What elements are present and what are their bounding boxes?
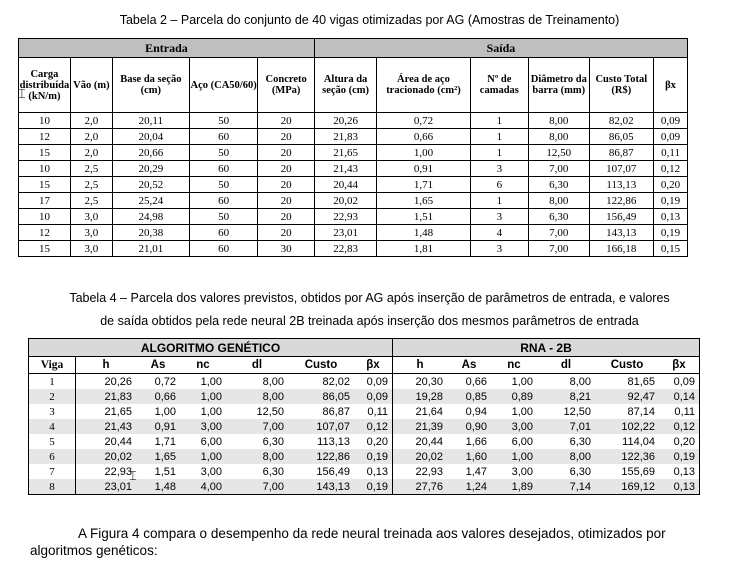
table-row bbox=[19, 193, 688, 209]
table-cell: 12 bbox=[19, 225, 71, 241]
table-row bbox=[19, 113, 688, 129]
t2-col-header: Concreto (MPa) bbox=[258, 58, 314, 113]
table-cell: 0,09 bbox=[673, 375, 695, 388]
table-cell: 82,02 bbox=[322, 375, 350, 388]
table-cell: 1,00 bbox=[511, 375, 533, 388]
table-cell: 0,12 bbox=[354, 419, 393, 434]
table-cell: 6 bbox=[29, 449, 76, 464]
table-cell: 20,26 bbox=[104, 375, 132, 388]
table-cell: 0,13 bbox=[354, 464, 393, 479]
table-cell: 3 bbox=[470, 209, 528, 225]
table-cell: 102,22 bbox=[595, 419, 659, 434]
table-cell: 6 bbox=[470, 177, 528, 193]
output-group-header: Saída bbox=[314, 39, 687, 58]
table-cell: 113,13 bbox=[589, 177, 654, 193]
table-cell: 86,05 bbox=[589, 129, 654, 145]
table-cell: 8,00 bbox=[226, 389, 288, 404]
table-cell: 0,13 bbox=[659, 479, 700, 495]
table-cell: 7,00 bbox=[226, 419, 288, 434]
table-cell: 2,5 bbox=[70, 177, 112, 193]
table-cell: 1,48 bbox=[377, 225, 470, 241]
table-cell: 122,86 bbox=[288, 449, 354, 464]
table-cell: 6,30 bbox=[569, 465, 591, 478]
t4-col-header: dl bbox=[537, 357, 595, 374]
table-cell: 8,00 bbox=[529, 193, 589, 209]
table-cell: 0,09 bbox=[354, 389, 393, 404]
rna-2b-group-header: RNA - 2B bbox=[393, 339, 700, 357]
table-cell: 10 bbox=[19, 113, 71, 129]
table-cell: 6,30 bbox=[262, 465, 284, 478]
table-cell: 7,00 bbox=[529, 241, 589, 257]
table-cell: 3,00 bbox=[200, 465, 222, 478]
table-cell: 20,44 bbox=[415, 435, 443, 448]
table-cell: 7,01 bbox=[537, 419, 595, 434]
table-cell: 0,72 bbox=[154, 375, 176, 388]
table-cell: 2,0 bbox=[70, 145, 112, 161]
table-cell: 2,0 bbox=[70, 129, 112, 145]
table-cell: 0,19 bbox=[354, 449, 393, 464]
table-cell: 122,86 bbox=[589, 193, 654, 209]
t2-col-header: Nº de camadas bbox=[470, 58, 528, 113]
table-cell: 8,00 bbox=[569, 375, 591, 388]
table-cell: 122,36 bbox=[595, 449, 659, 464]
table-cell: 0,91 bbox=[136, 419, 180, 434]
table-cell: 20 bbox=[258, 145, 314, 161]
table-cell: 1,00 bbox=[154, 405, 176, 418]
table-row bbox=[19, 209, 688, 225]
table-cell: 23,01 bbox=[314, 225, 377, 241]
table-cell: 3,0 bbox=[70, 225, 112, 241]
t4-col-header: βx bbox=[354, 357, 393, 374]
table-cell: 1,51 bbox=[377, 209, 470, 225]
input-group-header: Entrada bbox=[19, 39, 315, 58]
table-cell: 1,65 bbox=[136, 449, 180, 464]
table-cell: 6,00 bbox=[200, 435, 222, 448]
table-cell: 0,85 bbox=[447, 389, 491, 404]
table-row bbox=[19, 177, 688, 193]
table-row bbox=[19, 241, 688, 257]
t4-col-header: h bbox=[393, 357, 448, 374]
table-cell: 20,66 bbox=[112, 145, 189, 161]
table-cell: 0,20 bbox=[654, 177, 688, 193]
table-cell: 6,00 bbox=[511, 435, 533, 448]
t4-col-header: nc bbox=[180, 357, 226, 374]
table-cell: 21,83 bbox=[314, 129, 377, 145]
table-cell: 1,24 bbox=[447, 479, 491, 495]
table-cell: 20 bbox=[258, 113, 314, 129]
t4-col-header: As bbox=[447, 357, 491, 374]
table-cell: 0,15 bbox=[654, 241, 688, 257]
table-row bbox=[29, 374, 700, 390]
table-cell: 4 bbox=[470, 225, 528, 241]
table-cell: 0,20 bbox=[673, 435, 695, 448]
t2-col-header: βx bbox=[654, 58, 688, 113]
table-cell: 21,01 bbox=[112, 241, 189, 257]
table-cell: 169,12 bbox=[595, 479, 659, 495]
table-cell: 82,02 bbox=[589, 113, 654, 129]
table-cell: 2,0 bbox=[70, 113, 112, 129]
table-cell: 0,19 bbox=[354, 479, 393, 495]
table-cell: 20,02 bbox=[76, 449, 137, 464]
table-cell: 3,00 bbox=[180, 419, 226, 434]
table-cell: 20 bbox=[258, 209, 314, 225]
table-cell: 27,76 bbox=[393, 479, 448, 495]
table-cell: 1,00 bbox=[377, 145, 470, 161]
t2-col-header: Área de aço tracionado (cm²) bbox=[377, 58, 470, 113]
table-cell: 21,83 bbox=[76, 389, 137, 404]
table-cell: 25,24 bbox=[112, 193, 189, 209]
table-row bbox=[19, 129, 688, 145]
table-cell: 8,00 bbox=[226, 449, 288, 464]
table-cell: 0,72 bbox=[377, 113, 470, 129]
table-cell: 0,11 bbox=[354, 404, 393, 419]
table-cell: 21,39 bbox=[393, 419, 448, 434]
table-cell: 1,00 bbox=[200, 375, 222, 388]
table-cell: 20,04 bbox=[112, 129, 189, 145]
table-cell: 17 bbox=[19, 193, 71, 209]
table-cell: 0,89 bbox=[491, 389, 537, 404]
table-cell: 1,60 bbox=[447, 449, 491, 464]
table-cell: 1 bbox=[470, 129, 528, 145]
table-cell: 8,00 bbox=[262, 375, 284, 388]
table-cell: 0,19 bbox=[654, 225, 688, 241]
table-cell: 1,51 bbox=[154, 465, 176, 478]
table-cell: 1,71 bbox=[377, 177, 470, 193]
table-cell: 20 bbox=[258, 193, 314, 209]
table-cell: 1,48 bbox=[136, 479, 180, 495]
table-cell: 1,89 bbox=[491, 479, 537, 495]
table-cell: 0,20 bbox=[354, 434, 393, 449]
table-cell: 7,00 bbox=[529, 161, 589, 177]
table-cell: 1 bbox=[470, 145, 528, 161]
table-cell: 20,02 bbox=[393, 449, 448, 464]
t4-col-header: nc bbox=[491, 357, 537, 374]
table-cell: 20,11 bbox=[112, 113, 189, 129]
table-cell: 12,50 bbox=[256, 405, 284, 418]
table-cell: 0,11 bbox=[654, 145, 688, 161]
table-cell: 20 bbox=[258, 177, 314, 193]
table-cell: 24,98 bbox=[112, 209, 189, 225]
t2-col-header: Vão (m) bbox=[70, 58, 112, 113]
table-cell: 2 bbox=[29, 389, 76, 404]
table-cell: 21,43 bbox=[314, 161, 377, 177]
table-cell: 20 bbox=[258, 161, 314, 177]
table-cell: 15 bbox=[19, 177, 71, 193]
t4-col-header: h bbox=[76, 357, 137, 374]
table-cell: 155,69 bbox=[621, 465, 655, 478]
table-cell: 6,30 bbox=[529, 177, 589, 193]
table-cell: 20 bbox=[258, 129, 314, 145]
table-cell: 22,93 bbox=[415, 465, 443, 478]
table-cell: 143,13 bbox=[589, 225, 654, 241]
table-cell: 8,00 bbox=[529, 113, 589, 129]
table-cell: 3 bbox=[470, 241, 528, 257]
table-cell: 3,0 bbox=[70, 241, 112, 257]
table-cell: 87,14 bbox=[627, 405, 655, 418]
table-cell: 2,5 bbox=[70, 193, 112, 209]
table-cell: 15 bbox=[19, 241, 71, 257]
table-cell: 50 bbox=[189, 145, 258, 161]
table-cell: 4,00 bbox=[180, 479, 226, 495]
table-cell: 0,09 bbox=[354, 374, 393, 390]
table-cell: 60 bbox=[189, 161, 258, 177]
table-cell: 107,07 bbox=[589, 161, 654, 177]
table-cell: 0,19 bbox=[659, 449, 700, 464]
table-cell: 10 bbox=[19, 161, 71, 177]
table-cell: 12,50 bbox=[529, 145, 589, 161]
table-cell: 1,00 bbox=[180, 449, 226, 464]
table-cell: 1,65 bbox=[377, 193, 470, 209]
table-cell: 8,21 bbox=[537, 389, 595, 404]
text-cursor-icon: ⌶ bbox=[18, 87, 26, 102]
t2-col-header: Carga distribuída (kN/m) bbox=[19, 58, 71, 113]
table-cell: 60 bbox=[189, 241, 258, 257]
table-cell: 1,00 bbox=[200, 405, 222, 418]
table-cell: 0,09 bbox=[654, 129, 688, 145]
table-cell: 20,30 bbox=[415, 375, 443, 388]
t2-col-header: Aço (CA50/60) bbox=[189, 58, 258, 113]
table-cell: 2,5 bbox=[70, 161, 112, 177]
table4-caption-line1: Tabela 4 – Parcela dos valores previstos, obtidos por AG após inserção de parâmetros de entrada, e valores bbox=[69, 291, 670, 305]
table-cell: 21,64 bbox=[415, 405, 443, 418]
table-cell: 7,00 bbox=[529, 225, 589, 241]
table-cell: 114,04 bbox=[622, 435, 655, 448]
table-cell: 0,13 bbox=[673, 465, 695, 478]
table-cell: 1 bbox=[470, 193, 528, 209]
table-cell: 20 bbox=[258, 225, 314, 241]
table-cell: 1,81 bbox=[377, 241, 470, 257]
table-cell: 21,65 bbox=[314, 145, 377, 161]
table-cell: 8 bbox=[29, 479, 76, 495]
table-cell: 0,66 bbox=[377, 129, 470, 145]
table-cell: 0,13 bbox=[654, 209, 688, 225]
table-cell: 6,30 bbox=[569, 435, 591, 448]
table-row bbox=[29, 419, 700, 434]
table-cell: 5 bbox=[29, 434, 76, 449]
table-cell: 50 bbox=[189, 209, 258, 225]
t4-col-header: Custo bbox=[288, 357, 354, 374]
table-cell: 15 bbox=[19, 145, 71, 161]
table-row bbox=[19, 145, 688, 161]
table-cell: 22,83 bbox=[314, 241, 377, 257]
table-cell: 1,00 bbox=[180, 389, 226, 404]
table-cell: 21,65 bbox=[104, 405, 132, 418]
table-cell: 12 bbox=[19, 129, 71, 145]
table-cell: 1,71 bbox=[154, 435, 176, 448]
table-cell: 0,19 bbox=[654, 193, 688, 209]
table-cell: 156,49 bbox=[316, 465, 350, 478]
table-cell: 20,44 bbox=[104, 435, 132, 448]
table-cell: 4 bbox=[29, 419, 76, 434]
table-cell: 0,91 bbox=[377, 161, 470, 177]
table-cell: 86,05 bbox=[288, 389, 354, 404]
table-cell: 60 bbox=[189, 225, 258, 241]
text-cursor-icon-2: ⌶ bbox=[129, 469, 137, 484]
t4-col-header: Custo bbox=[595, 357, 659, 374]
table-cell: 0,12 bbox=[654, 161, 688, 177]
figure-intro-paragraph: A Figura 4 compara o desempenho da rede neural treinada aos valores desejados, otimizados por algoritmos genéticos: bbox=[30, 526, 666, 558]
t2-col-header: Altura da seção (cm) bbox=[314, 58, 377, 113]
table-cell: 19,28 bbox=[393, 389, 448, 404]
table2-caption: Tabela 2 – Parcela do conjunto de 40 vigas otimizadas por AG (Amostras de Treinamento) bbox=[119, 13, 620, 27]
table-cell: 12,50 bbox=[563, 405, 591, 418]
table-cell: 0,66 bbox=[136, 389, 180, 404]
table-cell: 8,00 bbox=[529, 129, 589, 145]
training-samples-table bbox=[18, 38, 688, 257]
table-cell: 6,30 bbox=[529, 209, 589, 225]
table-cell: 60 bbox=[189, 129, 258, 145]
table-cell: 1 bbox=[470, 113, 528, 129]
t2-col-header: Custo Total (R$) bbox=[589, 58, 654, 113]
table-cell: 23,01 bbox=[76, 479, 137, 495]
table-cell: 0,14 bbox=[659, 389, 700, 404]
table-cell: 20,38 bbox=[112, 225, 189, 241]
table-cell: 0,12 bbox=[659, 419, 700, 434]
table-cell: 113,13 bbox=[317, 435, 350, 448]
table-cell: 1 bbox=[29, 374, 76, 390]
table-row bbox=[29, 434, 700, 449]
table-cell: 21,43 bbox=[76, 419, 137, 434]
table-cell: 20,02 bbox=[314, 193, 377, 209]
table4-caption-line2: de saída obtidos pela rede neural 2B treinada após inserção dos mesmos parâmetros de entrada bbox=[100, 314, 639, 328]
table-cell: 20,29 bbox=[112, 161, 189, 177]
table-cell: 86,87 bbox=[322, 405, 350, 418]
t4-col-header: βx bbox=[659, 357, 700, 374]
table-cell: 107,07 bbox=[288, 419, 354, 434]
table-cell: 166,18 bbox=[589, 241, 654, 257]
table-cell: 143,13 bbox=[288, 479, 354, 495]
table-cell: 0,09 bbox=[654, 113, 688, 129]
table-cell: 1,00 bbox=[511, 405, 533, 418]
table-cell: 3,00 bbox=[511, 465, 533, 478]
t4-col-header: Viga bbox=[29, 357, 76, 374]
table-cell: 1,47 bbox=[465, 465, 487, 478]
t4-col-header: As bbox=[136, 357, 180, 374]
table-cell: 22,93 bbox=[314, 209, 377, 225]
table-cell: 20,26 bbox=[314, 113, 377, 129]
table-row bbox=[19, 225, 688, 241]
table-cell: 81,65 bbox=[627, 375, 655, 388]
t2-col-header: Base da seção (cm) bbox=[112, 58, 189, 113]
table-cell: 1,00 bbox=[491, 449, 537, 464]
table-cell: 50 bbox=[189, 113, 258, 129]
t2-col-header: Diâmetro da barra (mm) bbox=[529, 58, 589, 113]
table-cell: 60 bbox=[189, 193, 258, 209]
table-cell: 0,66 bbox=[465, 375, 487, 388]
table-cell: 50 bbox=[189, 177, 258, 193]
table-cell: 30 bbox=[258, 241, 314, 257]
table-cell: 3 bbox=[29, 404, 76, 419]
table-row bbox=[29, 404, 700, 419]
table-cell: 3,0 bbox=[70, 209, 112, 225]
table-row bbox=[19, 161, 688, 177]
table-row bbox=[29, 389, 700, 404]
table-cell: 1,66 bbox=[465, 435, 487, 448]
table-cell: 3 bbox=[470, 161, 528, 177]
table-cell: 7,00 bbox=[226, 479, 288, 495]
table-cell: 0,11 bbox=[674, 405, 695, 418]
table-cell: 10 bbox=[19, 209, 71, 225]
genetic-algorithm-group-header: ALGORITMO GENÉTICO bbox=[29, 339, 393, 357]
table-cell: 20,44 bbox=[314, 177, 377, 193]
table-cell: 6,30 bbox=[262, 435, 284, 448]
table-cell: 156,49 bbox=[589, 209, 654, 225]
table-row bbox=[29, 449, 700, 464]
table-cell: 3,00 bbox=[491, 419, 537, 434]
table-cell: 7 bbox=[29, 464, 76, 479]
table-cell: 8,00 bbox=[537, 449, 595, 464]
table-cell: 22,93 bbox=[104, 465, 132, 478]
table-cell: 0,94 bbox=[465, 405, 487, 418]
table-cell: 7,14 bbox=[537, 479, 595, 495]
table-cell: 86,87 bbox=[589, 145, 654, 161]
table-cell: 0,90 bbox=[447, 419, 491, 434]
t4-col-header: dl bbox=[226, 357, 288, 374]
table-cell: 92,47 bbox=[595, 389, 659, 404]
table-cell: 20,52 bbox=[112, 177, 189, 193]
